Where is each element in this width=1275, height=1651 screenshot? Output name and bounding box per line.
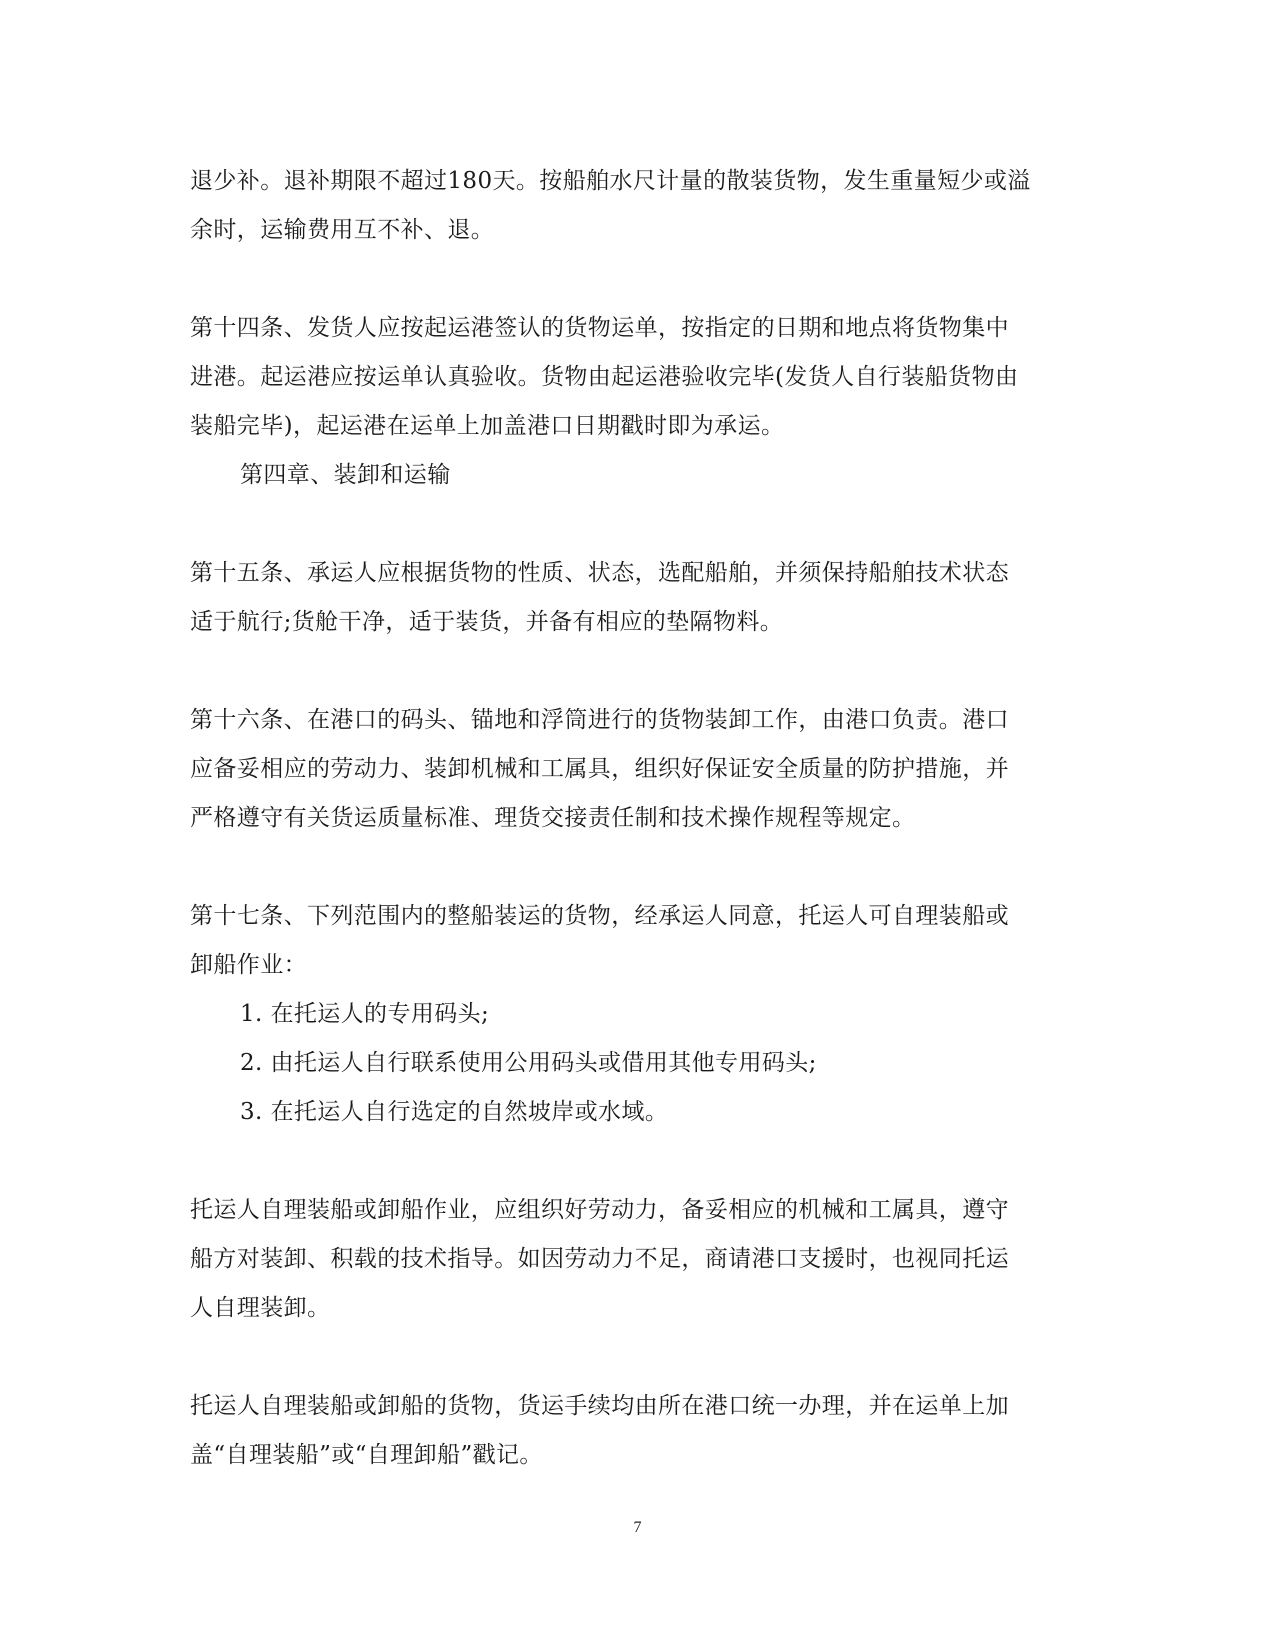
list-item-text: 1. 在托运人的专用码头; — [240, 1001, 490, 1027]
text-line: 托运人自理装船或卸船的货物，货运手续均由所在港口统一办理，并在运单上加 — [190, 1393, 1009, 1419]
paragraph-spacer — [190, 255, 1080, 304]
text-line: 严格遵守有关货运质量标准、理货交接责任制和技术操作规程等规定。 — [190, 805, 916, 831]
list-item — [190, 1088, 1080, 1137]
text-line: 第十七条、下列范围内的整船装运的货物，经承运人同意，托运人可自理装船或 — [190, 903, 1009, 929]
chapter-heading-text: 第四章、装卸和运输 — [240, 462, 451, 488]
list-item — [190, 990, 1080, 1039]
text-line: 余时，运输费用互不补、退。 — [190, 217, 495, 243]
text-line: 卸船作业： — [190, 952, 307, 978]
paragraph-continuation — [190, 157, 1080, 255]
paragraph-spacer — [190, 500, 1080, 549]
text-line: 第十五条、承运人应根据货物的性质、状态，选配船舶，并须保持船舶技术状态 — [190, 560, 1009, 586]
document-body — [190, 157, 1080, 1480]
paragraph-spacer — [190, 647, 1080, 696]
list-item-text: 3. 在托运人自行选定的自然坡岸或水域。 — [240, 1099, 669, 1125]
text-line: 托运人自理装船或卸船作业，应组织好劳动力，备妥相应的机械和工属具，遵守 — [190, 1197, 1009, 1223]
text-line: 人自理装卸。 — [190, 1295, 331, 1321]
text-line: 第十六条、在港口的码头、锚地和浮筒进行的货物装卸工作，由港口负责。港口 — [190, 707, 1009, 733]
text-line: 退少补。退补期限不超过180天。按船舶水尺计量的散装货物，发生重量短少或溢 — [190, 168, 1031, 194]
paragraph-article-16 — [190, 696, 1080, 843]
paragraph-spacer — [190, 843, 1080, 892]
paragraph-article-14 — [190, 304, 1080, 451]
paragraph-self-handling — [190, 1186, 1080, 1333]
list-item-text: 2. 由托运人自行联系使用公用码头或借用其他专用码头; — [240, 1050, 817, 1076]
paragraph-spacer — [190, 1137, 1080, 1186]
chapter-heading — [190, 451, 1080, 500]
paragraph-article-15 — [190, 549, 1080, 647]
page-number: 7 — [633, 1519, 642, 1536]
text-line: 第十四条、发货人应按起运港签认的货物运单，按指定的日期和地点将货物集中 — [190, 315, 1009, 341]
list-item — [190, 1039, 1080, 1088]
text-line: 适于航行;货舱干净，适于装货，并备有相应的垫隔物料。 — [190, 609, 784, 635]
text-line: 船方对装卸、积载的技术指导。如因劳动力不足，商请港口支援时，也视同托运 — [190, 1246, 1009, 1272]
text-line: 盖“自理装船”或“自理卸船”戳记。 — [190, 1442, 543, 1468]
numbered-list — [190, 990, 1080, 1137]
paragraph-self-handling-stamp — [190, 1382, 1080, 1480]
text-line: 应备妥相应的劳动力、装卸机械和工属具，组织好保证安全质量的防护措施，并 — [190, 756, 1009, 782]
paragraph-spacer — [190, 1333, 1080, 1382]
text-line: 装船完毕)，起运港在运单上加盖港口日期戳时即为承运。 — [190, 413, 785, 439]
paragraph-article-17 — [190, 892, 1080, 990]
text-line: 进港。起运港应按运单认真验收。货物由起运港验收完毕(发货人自行装船货物由 — [190, 364, 1019, 390]
